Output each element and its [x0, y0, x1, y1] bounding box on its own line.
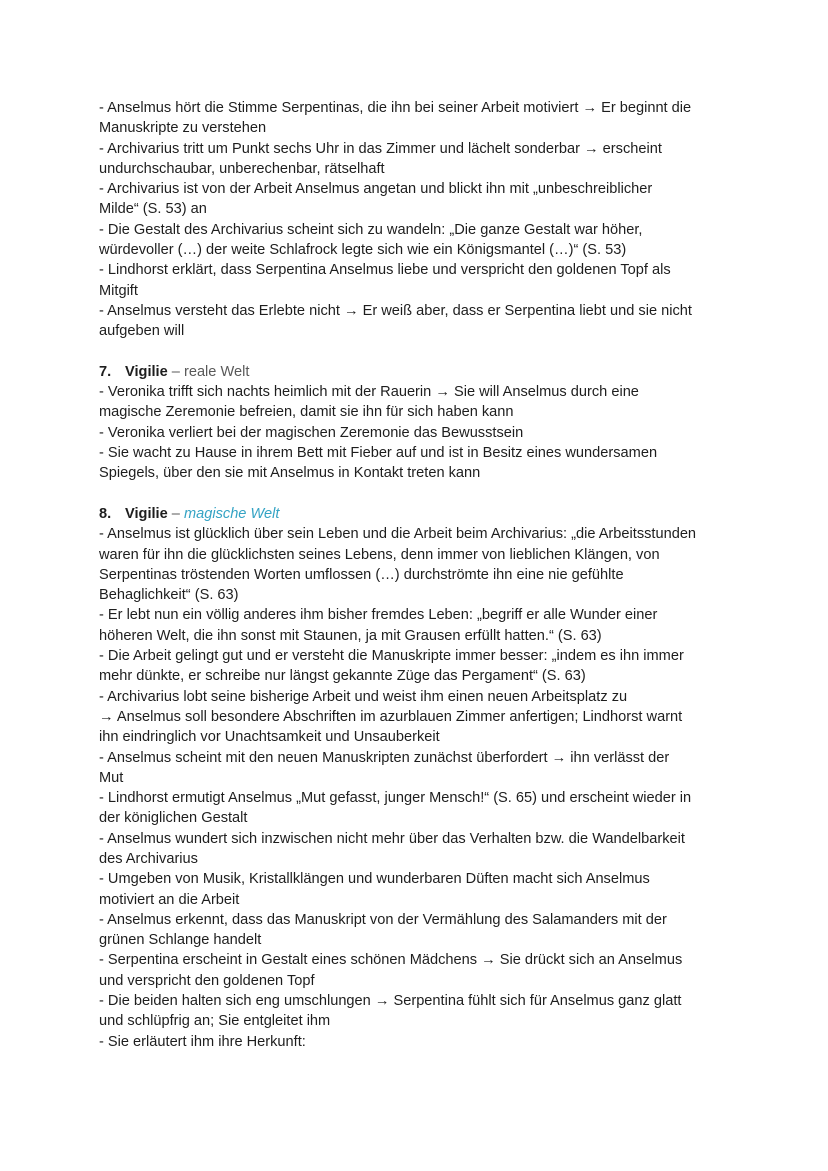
section-7-list — [99, 382, 739, 483]
document-page — [99, 98, 739, 1052]
notes-block-6 — [99, 98, 739, 342]
text-line: mehr dünkte, er schreibe nur längst gekannte Züge das Pergament“ (S. 63) — [99, 668, 586, 685]
text-line: - Archivarius tritt um Punkt sechs Uhr in das Zimmer und lächelt sonderbar → erscheint — [99, 140, 662, 157]
text-line: - Umgeben von Musik, Kristallklängen und wunderbaren Düften macht sich Anselmus — [99, 871, 650, 888]
heading-dash: – — [167, 363, 184, 380]
section-8-list — [99, 524, 739, 1052]
text-line: Manuskripte zu verstehen — [99, 120, 267, 137]
text-line: des Archivarius — [99, 850, 198, 867]
text-line: magische Zeremonie befreien, damit sie ihn für sich haben kann — [99, 404, 514, 421]
text-line: - Die Arbeit gelingt gut und er versteht die Manuskripte immer besser: „indem es ihn immer — [99, 648, 684, 665]
spacer — [99, 342, 739, 362]
section-subtitle: magische Welt — [183, 505, 280, 522]
text-line: - Lindhorst ermutigt Anselmus „Mut gefasst, junger Mensch!“ (S. 65) und erscheint wieder in — [99, 790, 692, 807]
section-7-heading — [99, 362, 739, 382]
text-line: - Anselmus scheint mit den neuen Manuskripten zunächst überfordert → ihn verlässt der — [99, 749, 670, 766]
section-title: Vigilie — [125, 363, 168, 380]
text-line: undurchschaubar, unberechenbar, rätselhaft — [99, 160, 385, 177]
text-line: - Archivarius lobt seine bisherige Arbeit und weist ihm einen neuen Arbeitsplatz zu — [99, 688, 628, 705]
section-8-heading — [99, 504, 739, 524]
text-line: - Anselmus ist glücklich über sein Leben und die Arbeit beim Archivarius: „die Arbeitsstunden — [99, 526, 697, 543]
text-line: Serpentinas tröstenden Worten umflossen (…) durchströmte ihn eine nie gefühlte — [99, 566, 624, 583]
text-line: waren für ihn die glücklichsten seines Lebens, denn immer von lieblichen Klängen, von — [99, 546, 660, 563]
section-title: Vigilie — [125, 505, 168, 522]
text-line: und schlüpfrig an; Sie entgleitet ihm — [99, 1013, 331, 1030]
text-line: Mut — [99, 769, 124, 786]
section-number: 8. — [99, 505, 112, 522]
text-line: würdevoller (…) der weite Schlafrock legte sich wie ein Königsmantel (…)“ (S. 53) — [99, 242, 627, 259]
heading-dash: – — [167, 505, 184, 522]
text-line: aufgeben will — [99, 323, 185, 340]
text-line: motiviert an die Arbeit — [99, 891, 240, 908]
text-line: höheren Welt, die ihn sonst mit Staunen, ja mit Grausen erfüllt hatten.“ (S. 63) — [99, 627, 602, 644]
text-line: - Sie erläutert ihm ihre Herkunft: — [99, 1033, 306, 1050]
text-line: Spiegels, über den sie mit Anselmus in Kontakt treten kann — [99, 465, 481, 482]
text-line: - Anselmus erkennt, dass das Manuskript von der Vermählung des Salamanders mit der — [99, 911, 667, 928]
text-line: Mitgift — [99, 282, 138, 299]
text-line: - Sie wacht zu Hause in ihrem Bett mit Fieber auf und ist in Besitz eines wundersamen — [99, 445, 658, 462]
section-subtitle: reale Welt — [183, 363, 250, 380]
text-line: - Die beiden halten sich eng umschlungen → Serpentina fühlt sich für Anselmus ganz glatt — [99, 993, 682, 1010]
text-line: Behaglichkeit“ (S. 63) — [99, 587, 239, 604]
text-line: - Anselmus hört die Stimme Serpentinas, die ihn bei seiner Arbeit motiviert → Er beginnt die — [99, 100, 692, 116]
text-line: → Anselmus soll besondere Abschriften im azurblauen Zimmer anfertigen; Lindhorst warnt — [99, 708, 683, 725]
text-line: - Er lebt nun ein völlig anderes ihm bisher fremdes Leben: „begriff er alle Wunder einer — [99, 607, 658, 624]
text-line: - Veronika verliert bei der magischen Zeremonie das Bewusstsein — [99, 424, 524, 441]
text-line: Milde“ (S. 53) an — [99, 201, 207, 218]
text-line: - Serpentina erscheint in Gestalt eines schönen Mädchens → Sie drückt sich an Anselmus — [99, 952, 683, 969]
text-line: grünen Schlange handelt — [99, 932, 262, 949]
text-line: - Anselmus versteht das Erlebte nicht → Er weiß aber, dass er Serpentina liebt und sie nicht — [99, 302, 692, 319]
section-number: 7. — [99, 363, 112, 380]
text-line: und verspricht den goldenen Topf — [99, 972, 315, 989]
text-line: - Veronika trifft sich nachts heimlich mit der Rauerin → Sie will Anselmus durch eine — [99, 384, 639, 401]
text-line: ihn eindringlich vor Unachtsamkeit und Unsauberkeit — [99, 729, 440, 746]
text-line: - Anselmus wundert sich inzwischen nicht mehr über das Verhalten bzw. die Wandelbarkeit — [99, 830, 685, 847]
text-line: der königlichen Gestalt — [99, 810, 248, 827]
text-line: - Die Gestalt des Archivarius scheint sich zu wandeln: „Die ganze Gestalt war höher, — [99, 221, 643, 238]
text-line: - Lindhorst erklärt, dass Serpentina Anselmus liebe und verspricht den goldenen Topf als — [99, 262, 671, 279]
spacer — [99, 484, 739, 504]
text-line: - Archivarius ist von der Arbeit Anselmus angetan und blickt ihn mit „unbeschreiblicher — [99, 181, 653, 198]
